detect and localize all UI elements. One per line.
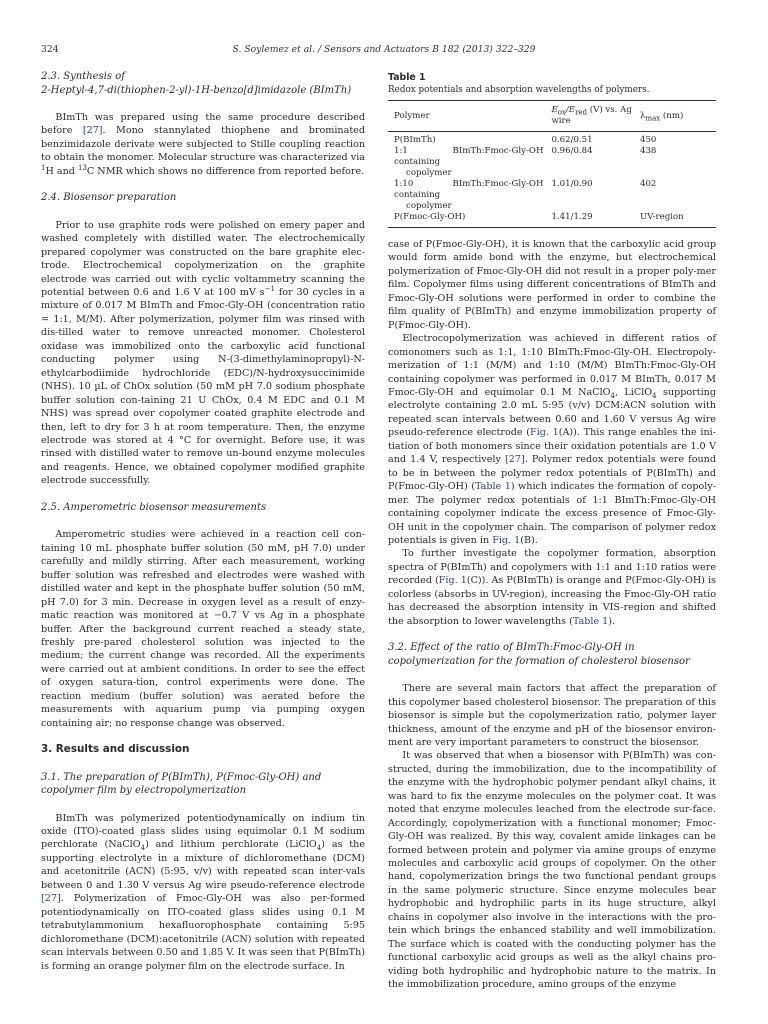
text: E (551, 105, 558, 115)
cell-polymer (388, 179, 545, 212)
cell-potential: 1.41/1.29 (545, 212, 634, 228)
page-number: 324 (41, 44, 59, 55)
column-header-lambda (634, 101, 716, 132)
text: , LiClO (615, 386, 653, 398)
text: BImTh was prepared using the same procedure described before (41, 112, 365, 137)
text: . Polymer redox potentials were found to be in between the polymer redox potentials of P(BImTh) and P(Fmoc-Gly-OH) ( (388, 454, 716, 493)
paragraph: case of P(Fmoc-Gly-OH), it is known that the carboxylic acid group would form amide bond with the enzyme, but electrochemical polymerization of Fmoc-Gly-OH did not result in a proper poly-mer film. Copolymer films using different concentrations of BImTh and Fmoc-Gly-OH solutions were performed in order to combine the film quality of P(BImTh) and enzyme immobilization property of P(Fmoc-Gly-OH). (388, 239, 716, 331)
cell-polymer (388, 132, 545, 147)
figure-link[interactable]: Fig. 1 (492, 534, 521, 546)
figure-link[interactable]: Fig. 1 (530, 427, 559, 439)
text: To further investigate the copolymer formation, absorption spectra of P(BImTh) and copolymers with 1:1 and 1:10 ratios were recorded ( (388, 548, 716, 587)
text: copolymer (406, 168, 452, 178)
text: . Polymerization of Fmoc-Gly-OH was also per-formed potentiodynamically on ITO-coated glass slides using 0.1 M tetrabutylammonium hexafluorophosphate containing 5:95 dichloromethane (DCM):acetonitrile (ACN) solution with repeated scan intervals between 0.50 and 1.85 V. It was seen that P(BImTh) is forming an orange polymer film on the electrode surface. In (41, 893, 365, 972)
running-header (41, 44, 727, 58)
subscript: 4 (652, 391, 657, 400)
text: 1:10 BImTh:Fmoc-Gly-OH containing (394, 179, 544, 200)
text: copolymer (406, 201, 452, 211)
table-row (388, 132, 716, 147)
text: H and (45, 165, 78, 177)
table-caption: Redox potentials and absorption wavelengths of polymers. (388, 85, 650, 95)
text: /E (565, 105, 576, 115)
citation-link[interactable]: [27] (41, 893, 61, 905)
text: ). (608, 615, 616, 627)
table-row (388, 212, 716, 228)
paragraph (41, 111, 365, 178)
text: P(BImTh) (394, 135, 436, 145)
heading-line: copolymerization for the formation of cholesterol biosensor (388, 655, 690, 667)
text: . Mono stannylated thiophene and brominated benzimidazole derivate were subjected to Stille coupling reaction to obtain the monomer. Molecular structure was characterized via (41, 125, 365, 164)
text: (B). (520, 534, 538, 546)
citation-link[interactable]: [27] (82, 125, 103, 137)
subscript: 4 (140, 844, 146, 853)
table-row (388, 146, 716, 179)
section-3-2-heading (388, 641, 716, 668)
subscript: red (575, 108, 588, 117)
text: supporting electrolyte containing 2.0 mL 5:95 (v/v) DCM:ACN solution with repeated scan intervals between 0.60 and 1.60 V versus Ag wire pseudo-reference electrode ( (388, 386, 717, 439)
text: Electrocopolymerization was achieved in different ratios of comonomers such as 1:1, 1:10 BImTh:Fmoc-Gly-OH. Electropoly-merization of 1:1 (M/M) and 1:10 (M/M) BImTh:Fmoc-Gly-OH containing copolymer was performed in 0.017 M BImTh, 0.017 M Fmoc-Gly-OH and equimolar 0.1 M NaClO (388, 333, 716, 398)
text: 1:1 BImTh:Fmoc-Gly-OH containing (394, 146, 544, 167)
heading-line: 2.3. Synthesis of (41, 71, 125, 82)
text: (V) vs. Ag wire (551, 105, 632, 126)
cell-lambda: 438 (639, 146, 657, 156)
table-1 (388, 72, 716, 228)
heading-line: 3.1. The preparation of P(BImTh), P(Fmoc-Gly-OH) and (41, 771, 322, 783)
redox-table (388, 100, 716, 228)
paragraph (388, 547, 716, 628)
right-column (388, 72, 716, 992)
text: BImTh was polymerized potentiodynamically on indium tin oxide (ITO)-coated glass slides using equimolar 0.1 M sodium perchlorate (NaClO (41, 812, 365, 851)
superscript: 13 (77, 163, 87, 172)
column-header-polymer: Polymer (388, 101, 545, 132)
table-link[interactable]: Table 1 (474, 481, 511, 493)
section-3-1-heading (41, 771, 365, 798)
section-2-4-heading: 2.4. Biosensor preparation (41, 192, 177, 204)
text: ) and lithium perchlorate (LiClO (145, 839, 317, 851)
cell-polymer (388, 212, 545, 228)
text: for 30 cycles in a mixture of 0.017 M BImTh and Fmoc-Gly-OH (concentration ratio = 1:1, M/M). After polymerization, polymer film was rinsed with dis-tilled water to remove unreacted monomer. Cholesterol oxidase was immobilized onto the carboxylic acid functional conducting polymer using N-(3-dimethylaminopropyl)-N-ethylcarbodiimide hydrochloride (EDC)/N-hydroxysuccinimide (NHS). 10 µL of ChOx solution (50 mM pH 7.0 sodium phosphate buffer solution con-taining 21 U ChOx, 0.4 M EDC and 0.1 M NHS) was spread over copolymer coated graphite electrode and then, left to dry for 3 h at room temperature. Then, the enzyme electrode was stored at 4 °C for overnight. Before use, it was rinsed with distilled water to remove un-bound enzyme molecules and reagents. Hence, we obtained copolymer modified graphite electrode successfully. (41, 287, 365, 487)
table-row (388, 179, 716, 212)
left-column (41, 70, 365, 973)
table-header-row (388, 101, 716, 132)
section-2-3-heading (41, 70, 365, 97)
paragraph: Amperometric studies were achieved in a reaction cell con-taining 10 mL phosphate buffer solution (50 mM, pH 7.0) under carefully and mildly stirring. After each measurement, working buffer solution was refreshed and electrodes were washed with distilled water and kept in the phosphate buffer solution (50 mM, pH 7.0) for 3 min. Decrease in oxygen level as a result of enzy-matic reaction was monitored at −0.7 V vs Ag in a phosphate buffer. After the background current reached a steady state, freshly pre-pared cholesterol solution was injected to the medium; the current change was recorded. All the experiments were carried out at ambient conditions. In order to see the effect of oxygen satura-tion, control experiments were done. The reaction medium (buffer solution) was aerated before the measurements with aquarium pump via pumping oxygen containing air; no response change was observed. (41, 529, 365, 729)
table-link[interactable]: Table 1 (572, 615, 609, 627)
heading-line: 3.2. Effect of the ratio of BImTh:Fmoc-Gly-OH in (388, 642, 635, 654)
paragraph (41, 219, 365, 488)
text: ) as the supporting electrolyte in a mixture of dichloromethane (DCM) and acetonitrile (ACN) (5:95, v/v) with repeated scan inter-vals between 0 and 1.30 V versus Ag wire pseudo-reference electrode (41, 839, 366, 891)
text: ) which indicates the formation of copoly-mer. The polymer redox potentials of 1:1 BImTh:Fmoc-Gly-OH containing copolymer indicate the excess presence of Fmoc-Gly-OH unit in the copolymer chain. The comparison of polymer redox potentials is given in (388, 481, 716, 546)
citation-link[interactable]: [27] (505, 454, 525, 466)
paragraph (41, 812, 365, 973)
heading-line: copolymer film by electropolymerization (41, 785, 247, 797)
superscript: 1 (41, 163, 46, 172)
journal-citation: S. Soylemez et al. / Sensors and Actuators B 182 (2013) 322–329 (232, 44, 536, 55)
text: λ (639, 110, 646, 121)
figure-link[interactable]: Fig. 1 (438, 575, 467, 587)
cell-lambda: 402 (639, 179, 657, 189)
cell-potential: 0.96/0.84 (551, 146, 593, 156)
text: (A)). This range enables the ini-tiation of both monomers since their oxidation potentials are 1.0 V and 1.4 V, respectively (388, 427, 716, 466)
section-3-heading: 3. Results and discussion (41, 743, 190, 756)
cell-polymer (388, 146, 545, 179)
subscript: 4 (610, 391, 615, 400)
cell-potential: 0.62/0.51 (551, 135, 593, 145)
superscript: −1 (264, 284, 275, 293)
subscript: 4 (316, 844, 322, 853)
text: Prior to use graphite rods were polished on emery paper and washed completely with distilled water. The electrochemically prepared copolymer was constructed on the bare graphite elec-trode. Electrochemical copolymerization on the graphite electrode was carried out with cyclic voltammetry scanning the potential between 0.6 and 1.6 V at 100 mV s (41, 219, 365, 299)
table-title: Table 1 (388, 72, 426, 83)
paragraph (388, 332, 716, 547)
text: C NMR which shows no difference from reported before. (86, 165, 365, 177)
cell-lambda: UV-region (634, 212, 716, 228)
text: (nm) (660, 110, 684, 121)
subscript: max (645, 114, 661, 123)
heading-line: 2-Heptyl-4,7-di(thiophen-2-yl)-1H-benzo[d]imidazole (BImTh) (41, 84, 352, 96)
paragraph: There are several main factors that affect the preparation of this copolymer based cholesterol biosensor. The preparation of this biosensor is simple but the copolymerization ratio, polymer layer thickness, amount of the enzyme and pH of the biosensor environ-ment are very important parameters to construct the biosensor. (388, 683, 717, 748)
cell-potential: 1.01/0.90 (551, 179, 593, 189)
column-header-potential (545, 101, 634, 132)
subscript: ox (557, 108, 566, 117)
cell-lambda: 450 (639, 135, 657, 145)
paragraph: It was observed that when a biosensor with P(BImTh) was con-structed, during the immobilization, due to the incompatibility of the enzyme with the hydrophobic polymer pendant alkyl chains, it was hard to fix the enzyme molecules on the polymer coat. It was noted that enzyme molecules leached from the electrode sur-face. Accordingly, copolymerization with a functional monomer; Fmoc-Gly-OH was realized. By this way, covalent amide linkages can be formed between protein and polymer via amine groups of enzyme molecules and carboxylic acid groups of copolymer. On the other hand, copolymerization brings the two functional pendant groups in the same polymeric structure. Since enzyme molecules bear hydrophobic and hydrophilic parts in its huge structure, alkyl chains in copolymer also involve in the interactions with the pro-tein which brings the enhanced stability and well immobilization. The surface which is coated with the conducting polymer has the functional carboxylic acid groups as well as the alkyl chains pro-viding both hydrophilic and hydrophobic nature to the matrix. In the immobilization procedure, amino groups of the enzyme (388, 750, 716, 991)
text: P(Fmoc-Gly-OH) (394, 212, 466, 222)
section-2-5-heading: 2.5. Amperometric biosensor measurements (41, 501, 267, 513)
text: (C)). As P(BImTh) is orange and P(Fmoc-Gly-OH) is colorless (absorbs in UV-region), increasing the Fmoc-Gly-OH ratio has decreased the absorption intensity in VIS-region and shifted the absorption to lower wavelengths ( (388, 575, 716, 627)
